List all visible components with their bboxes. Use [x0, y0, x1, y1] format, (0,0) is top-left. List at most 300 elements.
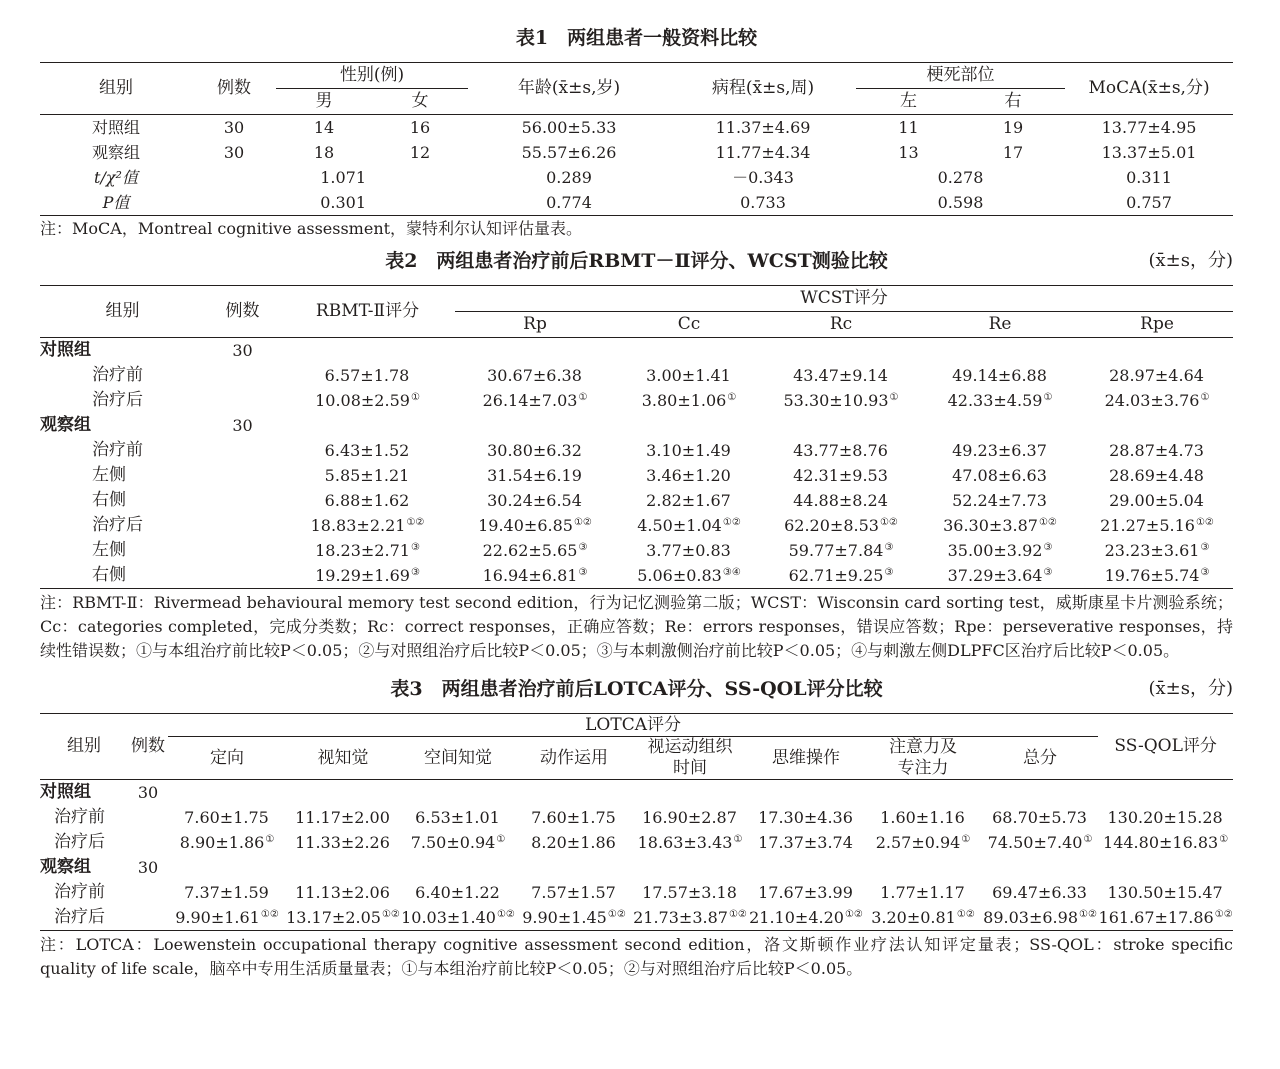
cell-value: 49.23±6.37	[952, 441, 1047, 460]
value-cell	[516, 830, 632, 855]
cell-value: 28.97±4.64	[1109, 366, 1204, 385]
value-cell	[864, 830, 982, 855]
value-cell	[919, 363, 1081, 388]
table-cell: 55.57±6.26	[521, 143, 617, 162]
group-label: 观察组	[40, 415, 91, 435]
value-cell	[763, 563, 919, 589]
value-cell	[455, 488, 615, 513]
table3-header-row	[40, 714, 1233, 737]
row-label: 治疗前	[92, 440, 143, 460]
table-cell: 30	[223, 143, 245, 162]
cell-value: 42.33±4.59	[947, 391, 1043, 410]
cell-value: 31.54±6.19	[487, 466, 582, 485]
cell-value: 6.57±1.78	[324, 366, 410, 385]
value-cell	[864, 880, 982, 905]
group-row	[40, 338, 1233, 364]
empty-cell	[280, 338, 455, 364]
value-cell	[280, 513, 455, 538]
value-cell	[280, 488, 455, 513]
value-cell	[168, 880, 286, 905]
table2-title	[40, 249, 1233, 273]
t2-col-group: 组别	[40, 286, 205, 338]
table-cell: 0.774	[546, 193, 592, 212]
value-cell	[615, 563, 763, 589]
cell-value: 130.20±15.28	[1107, 808, 1223, 827]
row-label: 左侧	[92, 465, 126, 485]
table-cell: 19	[1002, 118, 1024, 137]
table-cell: 11.77±4.34	[715, 143, 811, 162]
value-cell	[615, 388, 763, 413]
cell-value: 5.06±0.83	[637, 566, 722, 585]
cell-value: 11.33±2.26	[295, 833, 390, 852]
empty-cell	[748, 780, 864, 806]
significance-mark: ①	[578, 391, 588, 403]
empty-cell	[632, 855, 748, 880]
t1-col-age: 年龄(x̄±s,岁)	[468, 63, 670, 115]
cell-value: 16.94±6.81	[482, 566, 578, 585]
value-cell	[1081, 488, 1233, 513]
t1-col-group: 组别	[40, 63, 192, 115]
t1-col-left: 左	[900, 91, 918, 111]
value-cell	[763, 538, 919, 563]
value-cell	[400, 805, 516, 830]
cell-value: 18.83±2.21	[310, 516, 406, 535]
empty-cell	[615, 413, 763, 438]
empty-cell	[982, 855, 1098, 880]
table-row	[40, 905, 1233, 931]
t2-col-rp: Rp	[523, 314, 547, 334]
value-cell	[516, 880, 632, 905]
empty-cell	[1098, 855, 1233, 880]
cell-value: 36.30±3.87	[943, 516, 1038, 535]
table-cell: 0.278	[937, 168, 984, 187]
empty-cell	[128, 805, 168, 830]
significance-mark: ③	[578, 541, 588, 553]
t3-col-attention	[864, 737, 982, 780]
significance-mark: ③	[410, 566, 420, 578]
value-cell	[763, 438, 919, 463]
group-label: 对照组	[40, 340, 91, 360]
value-cell	[286, 880, 400, 905]
significance-mark: ①②	[1079, 908, 1097, 920]
value-cell	[516, 805, 632, 830]
significance-mark: ①	[889, 391, 899, 403]
cell-value: 2.57±0.94	[875, 833, 961, 852]
table-cell: 17	[1002, 143, 1024, 162]
value-cell	[1081, 513, 1233, 538]
table3-note: 注：LOTCA：Loewenstein occupational therapy cognitive assessment second edition，洛文斯顿作业疗法认知评定量表；SS-QOL：stroke specific quality of life scale，脑卒中专用生活质量量表；①与本组治疗前比较P＜0.05；②与对照组治疗后比较P＜0.05。	[40, 935, 1233, 978]
empty-cell	[763, 338, 919, 364]
value-cell	[280, 463, 455, 488]
table-cell: 0.598	[937, 193, 984, 212]
t3-col-vmo	[632, 737, 748, 780]
table-row	[40, 805, 1233, 830]
empty-cell	[205, 388, 280, 413]
value-cell	[982, 880, 1098, 905]
value-cell	[864, 905, 982, 931]
value-cell	[919, 438, 1081, 463]
cell-value: 10.08±2.59	[315, 391, 410, 410]
significance-mark: ③	[884, 541, 894, 553]
value-cell	[455, 463, 615, 488]
empty-cell	[400, 855, 516, 880]
empty-cell	[205, 513, 280, 538]
cell-value: 6.53±1.01	[415, 808, 500, 827]
cell-value: 42.31±9.53	[793, 466, 888, 485]
t3-col-visual: 视知觉	[317, 747, 369, 768]
table1-note: 注：MoCA，Montreal cognitive assessment，蒙特利尔认知评估量表。	[40, 219, 583, 238]
significance-mark: ①	[1200, 391, 1210, 403]
significance-mark: ①②	[1038, 516, 1057, 528]
cell-value: 3.20±0.81	[871, 908, 956, 927]
cell-value: 74.50±7.40	[987, 833, 1083, 852]
cell-value: 43.47±9.14	[793, 366, 888, 385]
table2-header-row	[40, 286, 1233, 312]
value-cell	[615, 463, 763, 488]
t3-col-attention-line1: 注意力及	[889, 737, 957, 757]
row-label: 治疗后	[54, 907, 105, 927]
table3	[40, 713, 1233, 931]
value-cell	[1081, 463, 1233, 488]
table-cell: 0.733	[740, 193, 786, 212]
table-row	[40, 488, 1233, 513]
t3-col-total: 总分	[1023, 747, 1058, 768]
cell-value: 8.20±1.86	[531, 833, 616, 852]
empty-cell	[128, 880, 168, 905]
table-cell: 观察组	[91, 143, 140, 162]
stat-row	[40, 190, 1233, 216]
cell-value: 69.47±6.33	[992, 883, 1087, 902]
significance-mark: ①②	[722, 516, 741, 528]
value-cell	[919, 513, 1081, 538]
cell-value: 21.10±4.20	[749, 908, 844, 927]
cell-value: 1.60±1.16	[880, 808, 965, 827]
value-cell	[455, 538, 615, 563]
table-cell: 11	[898, 118, 919, 137]
empty-cell	[632, 780, 748, 806]
cell-value: 16.90±2.87	[642, 808, 737, 827]
significance-mark: ①②	[1214, 908, 1233, 920]
table-cell: 12	[409, 143, 431, 162]
table-cell: 13	[898, 143, 919, 162]
row-label: 右侧	[92, 565, 126, 585]
empty-cell	[168, 855, 286, 880]
t2-col-re: Re	[988, 314, 1012, 334]
table3-body	[40, 780, 1233, 931]
value-cell	[280, 563, 455, 589]
cell-value: 53.30±10.93	[783, 391, 889, 410]
table-row	[40, 830, 1233, 855]
cell-value: 18.23±2.71	[315, 541, 410, 560]
cell-value: 6.43±1.52	[324, 441, 410, 460]
cell-value: 89.03±6.98	[983, 908, 1078, 927]
value-cell	[748, 905, 864, 931]
significance-mark: ①②	[496, 908, 515, 920]
table-cell: 0.301	[320, 193, 367, 212]
cell-value: 44.88±8.24	[793, 491, 888, 510]
group-label: 对照组	[40, 782, 91, 802]
table1-title	[40, 26, 1233, 50]
table1-header-row	[40, 63, 1233, 89]
cell-value: 62.71±9.25	[788, 566, 884, 585]
cell-value: 19.40±6.85	[478, 516, 573, 535]
t3-col-group: 组别	[40, 714, 128, 780]
value-cell	[400, 905, 516, 931]
cell-value: 3.80±1.06	[641, 391, 727, 410]
cell-value: 47.08±6.63	[952, 466, 1047, 485]
cell-value: 21.73±3.87	[633, 908, 728, 927]
t2-col-rbmt: RBMT-Ⅱ评分	[280, 286, 455, 338]
value-cell	[1081, 563, 1233, 589]
cell-value: 49.14±6.88	[952, 366, 1047, 385]
table-cell: 13.37±5.01	[1101, 143, 1197, 162]
empty-cell	[919, 413, 1081, 438]
cell-value: 21.27±5.16	[1100, 516, 1195, 535]
empty-cell	[280, 413, 455, 438]
value-cell	[455, 513, 615, 538]
t3-col-vmo-line1: 视运动组织	[647, 737, 733, 757]
table2-title-text: 表2 两组患者治疗前后RBMT－Ⅱ评分、WCST测验比较	[385, 250, 888, 272]
table-row	[40, 563, 1233, 589]
empty-cell	[286, 855, 400, 880]
cell-value: 8.90±1.86	[179, 833, 265, 852]
row-label: 治疗后	[92, 515, 143, 535]
empty-cell	[516, 780, 632, 806]
t1-col-course: 病程(x̄±s,周)	[670, 63, 856, 115]
cell-value: 1.77±1.17	[880, 883, 965, 902]
value-cell	[280, 388, 455, 413]
significance-mark: ③	[1200, 541, 1210, 553]
empty-cell	[982, 780, 1098, 806]
table-row	[40, 463, 1233, 488]
table2-note: 注：RBMT-Ⅱ：Rivermead behavioural memory test second edition，行为记忆测验第二版；WCST：Wisconsin card sorting test，威斯康星卡片测验系统；Cc：categories completed，完成分类数；Rc：correct responses，正确应答数；Re：errors responses，错误应答数；Rpe：perseverative responses，持续性错误数；①与本组治疗前比较P＜0.05；②与对照组治疗后比较P＜0.05；③与本刺激侧治疗前比较P＜0.05；④与刺激左侧DLPFC区治疗后比较P＜0.05。	[40, 593, 1233, 660]
t3-col-vmo-line2: 时间	[673, 758, 707, 778]
t2-col-n: 例数	[205, 286, 280, 338]
value-cell	[168, 805, 286, 830]
table1-body	[40, 115, 1233, 216]
table-cell: t/χ²值	[94, 168, 138, 187]
significance-mark: ①②	[406, 516, 425, 528]
cell-value: 7.50±0.94	[410, 833, 496, 852]
table-cell: 0.757	[1126, 193, 1172, 212]
cell-value: 9.90±1.45	[522, 908, 607, 927]
row-label: 治疗后	[54, 832, 105, 852]
significance-mark: ③	[1043, 566, 1053, 578]
table-cell: 18	[313, 143, 335, 162]
significance-mark: ①②	[573, 516, 592, 528]
significance-mark: ③	[884, 566, 894, 578]
value-cell	[919, 488, 1081, 513]
table1-title-text: 表1 两组患者一般资料比较	[515, 27, 758, 49]
empty-cell	[1098, 780, 1233, 806]
row-label: 治疗前	[54, 882, 105, 902]
cell-value: 17.30±4.36	[758, 808, 853, 827]
value-cell	[1098, 880, 1233, 905]
value-cell	[615, 488, 763, 513]
t1-col-right: 右	[1004, 91, 1022, 111]
cell-value: 43.77±8.76	[793, 441, 888, 460]
significance-mark: ①	[733, 833, 743, 845]
empty-cell	[168, 780, 286, 806]
significance-mark: ①	[265, 833, 275, 845]
t1-col-n: 例数	[192, 63, 276, 115]
significance-mark: ①	[410, 391, 420, 403]
t1-col-sex: 性别(例)	[276, 63, 468, 89]
table-cell: 16	[409, 118, 431, 137]
table-cell: 30	[223, 118, 245, 137]
cell-value: 62.20±8.53	[784, 516, 879, 535]
table-cell: P值	[102, 193, 130, 212]
cell-value: 22.62±5.65	[482, 541, 578, 560]
value-cell	[1081, 538, 1233, 563]
group-row	[40, 780, 1233, 806]
cell-value: 18.63±3.43	[637, 833, 733, 852]
row-label: 治疗前	[54, 807, 105, 827]
value-cell	[763, 488, 919, 513]
cell-value: 7.37±1.59	[184, 883, 269, 902]
value-cell	[280, 363, 455, 388]
cell-value: 4.50±1.04	[637, 516, 722, 535]
significance-mark: ①②	[728, 908, 747, 920]
stat-row	[40, 165, 1233, 190]
cell-value: 3.77±0.83	[646, 541, 731, 560]
group-count: 30	[137, 783, 159, 802]
group-row	[40, 413, 1233, 438]
value-cell	[615, 538, 763, 563]
cell-value: 11.17±2.00	[295, 808, 390, 827]
t2-col-rc: Rc	[829, 314, 853, 334]
empty-cell	[516, 855, 632, 880]
table-row	[40, 140, 1233, 165]
significance-mark: ③④	[722, 566, 741, 578]
empty-cell	[128, 905, 168, 931]
significance-mark: ①	[496, 833, 506, 845]
significance-mark: ③	[578, 566, 588, 578]
t1-col-moca: MoCA(x̄±s,分)	[1065, 63, 1233, 115]
value-cell	[919, 538, 1081, 563]
value-cell	[763, 388, 919, 413]
value-cell	[286, 805, 400, 830]
significance-mark: ①	[1219, 833, 1229, 845]
table-row	[40, 115, 1233, 141]
value-cell	[632, 905, 748, 931]
value-cell	[748, 805, 864, 830]
empty-cell	[919, 338, 1081, 364]
cell-value: 29.00±5.04	[1109, 491, 1204, 510]
group-count: 30	[232, 416, 253, 435]
value-cell	[615, 363, 763, 388]
table-cell: 0.289	[546, 168, 592, 187]
row-label: 治疗后	[92, 390, 143, 410]
value-cell	[1081, 363, 1233, 388]
significance-mark: ①②	[381, 908, 400, 920]
value-cell	[516, 905, 632, 931]
table-cell: 11.37±4.69	[715, 118, 811, 137]
cell-value: 28.87±4.73	[1109, 441, 1204, 460]
significance-mark: ①②	[1195, 516, 1214, 528]
significance-mark: ①	[727, 391, 737, 403]
value-cell	[455, 438, 615, 463]
t1-col-infarct: 梗死部位	[856, 63, 1065, 89]
t3-col-ssqol: SS-QOL评分	[1098, 714, 1233, 780]
t3-col-orient: 定向	[210, 747, 244, 768]
cell-value: 9.90±1.61	[175, 908, 260, 927]
cell-value: 13.17±2.05	[286, 908, 381, 927]
empty-cell	[205, 363, 280, 388]
cell-value: 19.29±1.69	[315, 566, 410, 585]
cell-value: 6.40±1.22	[415, 883, 500, 902]
paper-page	[40, 10, 1233, 981]
group-row	[40, 855, 1233, 880]
value-cell	[1098, 905, 1233, 931]
empty-cell	[615, 338, 763, 364]
cell-value: 30.24±6.54	[487, 491, 582, 510]
t2-col-wcst: WCST评分	[455, 286, 1233, 312]
value-cell	[982, 905, 1098, 931]
row-label: 右侧	[92, 490, 126, 510]
table2-unit: (x̄±s，分)	[1148, 250, 1233, 271]
group-count: 30	[137, 858, 159, 877]
value-cell	[615, 438, 763, 463]
significance-mark: ③	[1043, 541, 1053, 553]
cell-value: 17.37±3.74	[758, 833, 853, 852]
table2	[40, 285, 1233, 589]
value-cell	[748, 830, 864, 855]
t3-col-thinking: 思维操作	[772, 747, 840, 768]
table-cell: 1.071	[320, 168, 367, 187]
value-cell	[982, 805, 1098, 830]
cell-value: 28.69±4.48	[1109, 466, 1204, 485]
cell-value: 24.03±3.76	[1104, 391, 1200, 410]
table-cell: 56.00±5.33	[521, 118, 617, 137]
significance-mark: ③	[1200, 566, 1210, 578]
cell-value: 144.80±16.83	[1103, 833, 1219, 852]
value-cell	[286, 905, 400, 931]
value-cell	[632, 830, 748, 855]
cell-value: 30.80±6.32	[487, 441, 582, 460]
cell-value: 26.14±7.03	[482, 391, 578, 410]
cell-value: 7.57±1.57	[531, 883, 616, 902]
value-cell	[400, 880, 516, 905]
value-cell	[400, 830, 516, 855]
table-cell: 0.311	[1126, 168, 1172, 187]
cell-value: 68.70±5.73	[992, 808, 1087, 827]
cell-value: 59.77±7.84	[788, 541, 884, 560]
cell-value: 23.23±3.61	[1104, 541, 1200, 560]
table3-title	[40, 677, 1233, 701]
value-cell	[455, 563, 615, 589]
value-cell	[168, 830, 286, 855]
table-cell: －0.343	[732, 168, 794, 187]
cell-value: 130.50±15.47	[1107, 883, 1223, 902]
empty-cell	[1081, 338, 1233, 364]
cell-value: 7.60±1.75	[184, 808, 269, 827]
significance-mark: ①②	[879, 516, 898, 528]
value-cell	[168, 905, 286, 931]
significance-mark: ①	[961, 833, 971, 845]
value-cell	[1098, 805, 1233, 830]
cell-value: 161.67±17.86	[1098, 908, 1214, 927]
table-row	[40, 438, 1233, 463]
value-cell	[748, 880, 864, 905]
table-row	[40, 388, 1233, 413]
value-cell	[1081, 388, 1233, 413]
empty-cell	[455, 338, 615, 364]
t2-col-cc: Cc	[677, 314, 701, 334]
cell-value: 52.24±7.73	[952, 491, 1047, 510]
value-cell	[919, 463, 1081, 488]
value-cell	[280, 438, 455, 463]
